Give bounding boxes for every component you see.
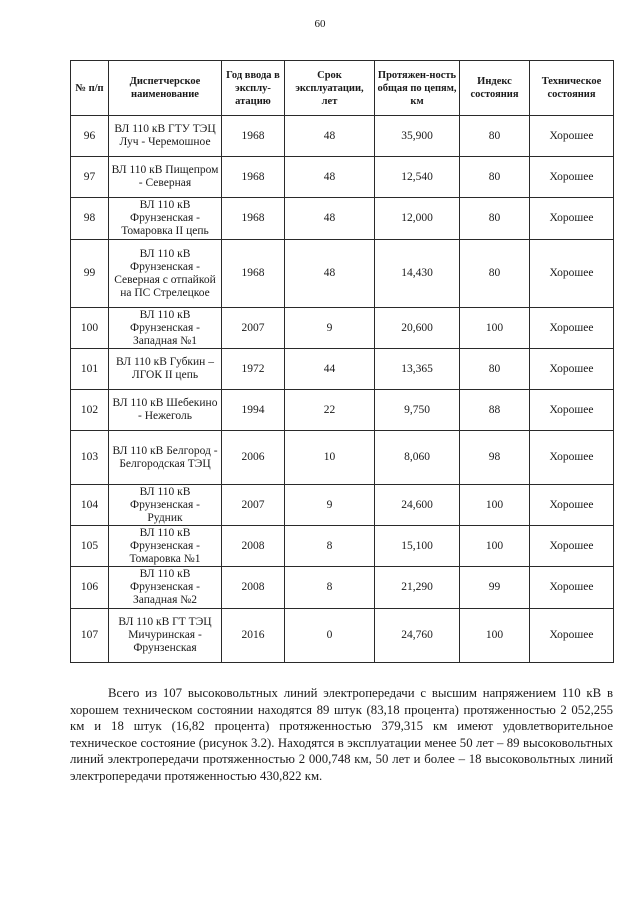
cell-state: Хорошее — [530, 240, 614, 308]
summary-paragraph: Всего из 107 высоковольтных линий электропередачи с высшим напряжением 110 кВ в хорошем техническом состоянии находятся 89 штук (83,18 процента) протяженностью 2 052,255 км и 18 штук (16,82 процента) протяженностью 379,315 км имеют удовлетворительное техническое состояние (рисунок 3.2). Находятся в эксплуатации менее 50 лет – 89 высоковольтных линий электропередачи протяженностью 2 000,748 км, 50 лет и более – 18 высоковольтных линий электропередачи протяженностью 430,822 км. — [70, 686, 613, 783]
cell-name: ВЛ 110 кВ Фрунзенская - Рудник — [109, 485, 222, 526]
cell-length: 13,365 — [375, 349, 460, 390]
cell-index: 80 — [460, 349, 530, 390]
table-row — [71, 157, 614, 198]
page-number: 60 — [314, 18, 326, 30]
cell-name: ВЛ 110 кВ ГТ ТЭЦ Мичуринская - Фрунзенская — [109, 609, 222, 663]
cell-length: 24,600 — [375, 485, 460, 526]
cell-name: ВЛ 110 кВ Фрунзенская - Северная с отпайкой на ПС Стрелецкое — [109, 240, 222, 308]
table-header-row — [71, 61, 614, 116]
cell-term: 48 — [285, 240, 375, 308]
cell-state: Хорошее — [530, 198, 614, 240]
cell-year: 1972 — [222, 349, 285, 390]
cell-year: 2008 — [222, 526, 285, 567]
cell-index: 80 — [460, 198, 530, 240]
cell-year: 2007 — [222, 485, 285, 526]
cell-length: 14,430 — [375, 240, 460, 308]
cell-length: 35,900 — [375, 116, 460, 157]
cell-state: Хорошее — [530, 431, 614, 485]
table-row — [71, 567, 614, 609]
cell-length: 9,750 — [375, 390, 460, 431]
cell-state: Хорошее — [530, 567, 614, 609]
cell-year: 2007 — [222, 308, 285, 349]
table-row — [71, 431, 614, 485]
cell-index: 88 — [460, 390, 530, 431]
cell-index: 100 — [460, 485, 530, 526]
cell-index: 100 — [460, 308, 530, 349]
cell-index: 99 — [460, 567, 530, 609]
cell-name: ВЛ 110 кВ Фрунзенская - Томаровка №1 — [109, 526, 222, 567]
cell-number: 107 — [71, 609, 109, 663]
cell-term: 48 — [285, 116, 375, 157]
cell-term: 22 — [285, 390, 375, 431]
cell-number: 103 — [71, 431, 109, 485]
cell-name: ВЛ 110 кВ Фрунзенская - Томаровка II цепь — [109, 198, 222, 240]
cell-number: 96 — [71, 116, 109, 157]
header-length: Протяжен-ность общая по цепям, км — [375, 61, 460, 116]
cell-length: 21,290 — [375, 567, 460, 609]
cell-name: ВЛ 110 кВ Губкин –ЛГОК II цепь — [109, 349, 222, 390]
table-row — [71, 116, 614, 157]
cell-length: 15,100 — [375, 526, 460, 567]
cell-number: 101 — [71, 349, 109, 390]
power-lines-table — [70, 60, 614, 663]
cell-index: 80 — [460, 240, 530, 308]
header-name: Диспетчерское наименование — [109, 61, 222, 116]
table-row — [71, 390, 614, 431]
cell-year: 1968 — [222, 157, 285, 198]
cell-year: 1994 — [222, 390, 285, 431]
cell-term: 48 — [285, 198, 375, 240]
cell-number: 98 — [71, 198, 109, 240]
cell-year: 2016 — [222, 609, 285, 663]
cell-year: 1968 — [222, 240, 285, 308]
cell-name: ВЛ 110 кВ Пищепром - Северная — [109, 157, 222, 198]
header-index: Индекс состояния — [460, 61, 530, 116]
cell-length: 8,060 — [375, 431, 460, 485]
cell-term: 8 — [285, 526, 375, 567]
cell-length: 12,000 — [375, 198, 460, 240]
cell-index: 98 — [460, 431, 530, 485]
cell-term: 9 — [285, 308, 375, 349]
header-term: Срок эксплуатации, лет — [285, 61, 375, 116]
cell-index: 100 — [460, 609, 530, 663]
cell-state: Хорошее — [530, 485, 614, 526]
cell-year: 2006 — [222, 431, 285, 485]
cell-number: 97 — [71, 157, 109, 198]
cell-number: 106 — [71, 567, 109, 609]
cell-term: 48 — [285, 157, 375, 198]
cell-name: ВЛ 110 кВ Шебекино - Нежеголь — [109, 390, 222, 431]
cell-state: Хорошее — [530, 609, 614, 663]
cell-number: 104 — [71, 485, 109, 526]
cell-index: 80 — [460, 116, 530, 157]
cell-state: Хорошее — [530, 390, 614, 431]
table-row — [71, 609, 614, 663]
cell-term: 44 — [285, 349, 375, 390]
cell-number: 105 — [71, 526, 109, 567]
cell-term: 9 — [285, 485, 375, 526]
table-row — [71, 349, 614, 390]
cell-state: Хорошее — [530, 157, 614, 198]
cell-index: 100 — [460, 526, 530, 567]
header-state: Техническое состояния — [530, 61, 614, 116]
cell-term: 8 — [285, 567, 375, 609]
cell-length: 12,540 — [375, 157, 460, 198]
cell-name: ВЛ 110 кВ Фрунзенская - Западная №2 — [109, 567, 222, 609]
cell-length: 20,600 — [375, 308, 460, 349]
cell-name: ВЛ 110 кВ Белгород - Белгородская ТЭЦ — [109, 431, 222, 485]
cell-state: Хорошее — [530, 349, 614, 390]
cell-index: 80 — [460, 157, 530, 198]
table-row — [71, 308, 614, 349]
cell-name: ВЛ 110 кВ Фрунзенская - Западная №1 — [109, 308, 222, 349]
cell-name: ВЛ 110 кВ ГТУ ТЭЦ Луч - Черемошное — [109, 116, 222, 157]
cell-year: 2008 — [222, 567, 285, 609]
header-number: № п/п — [71, 61, 109, 116]
cell-state: Хорошее — [530, 116, 614, 157]
cell-term: 10 — [285, 431, 375, 485]
cell-length: 24,760 — [375, 609, 460, 663]
cell-number: 99 — [71, 240, 109, 308]
cell-term: 0 — [285, 609, 375, 663]
table-row — [71, 240, 614, 308]
header-year: Год ввода в эксплу-атацию — [222, 61, 285, 116]
table-row — [71, 485, 614, 526]
cell-number: 102 — [71, 390, 109, 431]
cell-number: 100 — [71, 308, 109, 349]
cell-year: 1968 — [222, 116, 285, 157]
cell-state: Хорошее — [530, 308, 614, 349]
cell-state: Хорошее — [530, 526, 614, 567]
table-row — [71, 198, 614, 240]
table-row — [71, 526, 614, 567]
cell-year: 1968 — [222, 198, 285, 240]
